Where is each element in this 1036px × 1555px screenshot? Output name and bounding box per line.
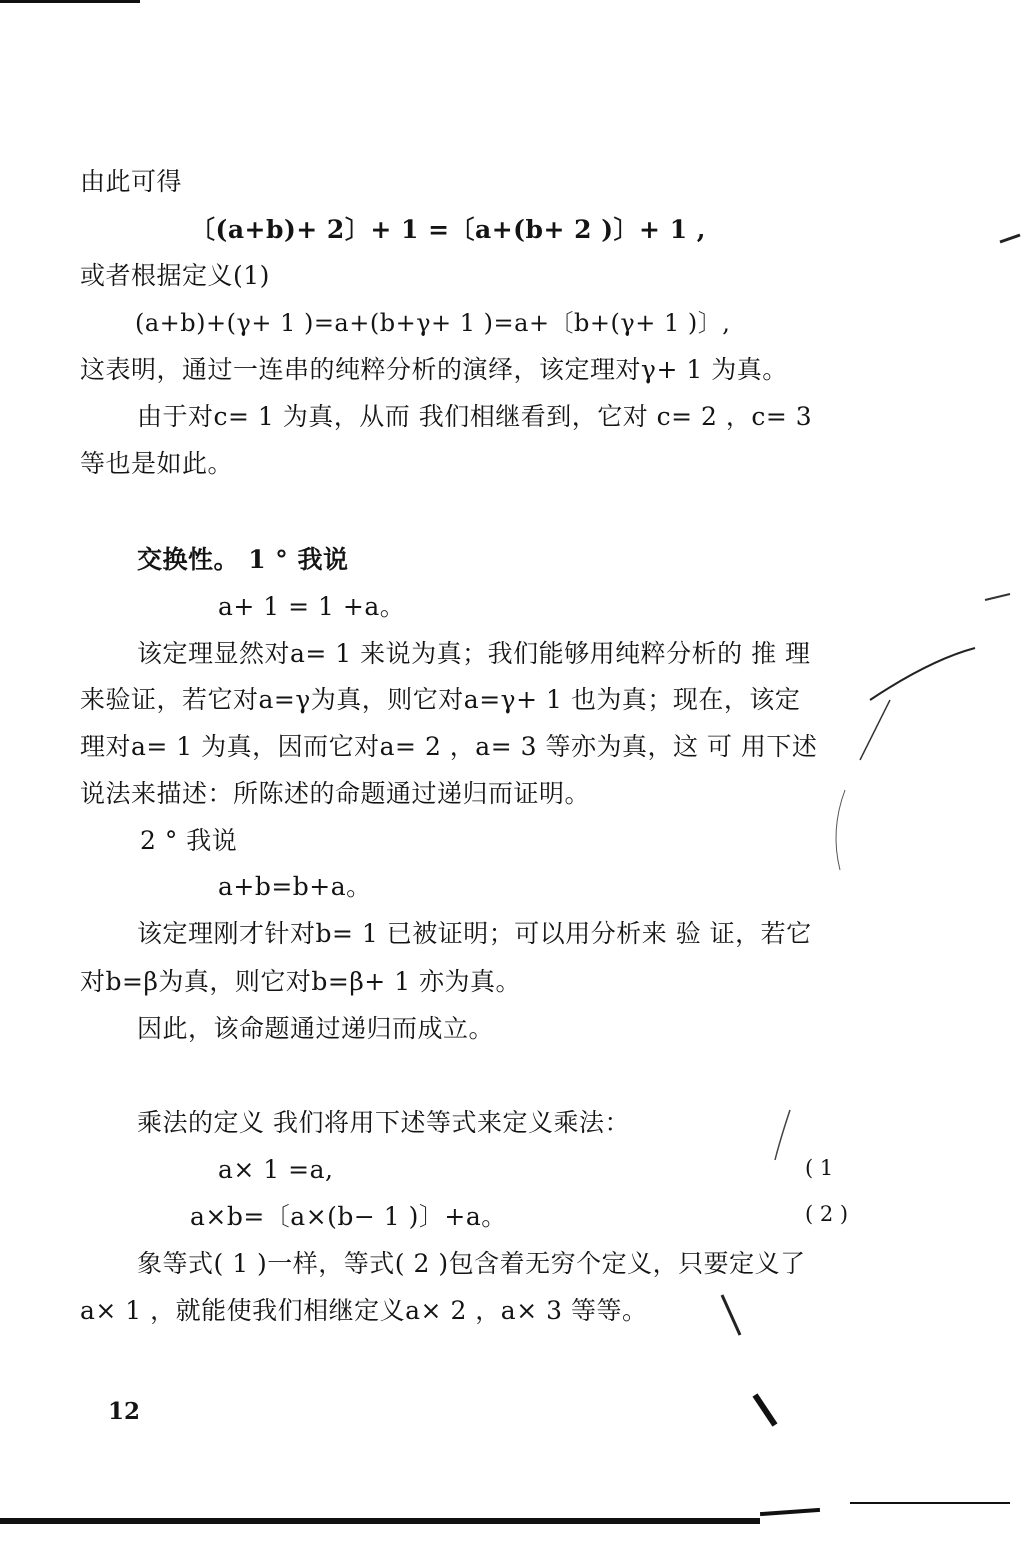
equation-number: ( 2 ) — [805, 1202, 849, 1226]
equation: a+b=b+a。 — [218, 872, 372, 901]
page-number: 12 — [108, 1398, 141, 1425]
text-line: 该定理显然对a= 1 来说为真；我们能够用纯粹分析的 推 理 — [137, 639, 811, 668]
equation: (a+b)+(γ+ 1 )=a+(b+γ+ 1 )=a+〔b+(γ+ 1 )〕, — [135, 309, 731, 337]
text-line: 对b=β为真，则它对b=β+ 1 亦为真。 — [80, 967, 522, 996]
text-line: 象等式( 1 )一样，等式( 2 )包含着无穷个定义，只要定义了 — [137, 1249, 806, 1278]
equation: 〔(a+b)+ 2〕+ 1 =〔a+(b+ 2 )〕+ 1 , — [190, 215, 707, 244]
text-line: 由此可得 — [80, 167, 183, 196]
section-heading: 交换性。 1 ° 我说 — [137, 545, 349, 574]
text-line: a× 1 ，就能使我们相继定义a× 2 ，a× 3 等等。 — [80, 1296, 648, 1325]
text-line: 2 ° 我说 — [140, 826, 238, 855]
equation: a+ 1 = 1 +a。 — [218, 592, 406, 621]
text-line: 这表明，通过一连串的纯粹分析的演绎，该定理对γ+ 1 为真。 — [80, 355, 788, 384]
text-line: 等也是如此。 — [80, 449, 234, 478]
section-heading: 乘法的定义 我们将用下述等式来定义乘法： — [137, 1108, 630, 1137]
text-line: 该定理刚才针对b= 1 已被证明；可以用分析来 验 证，若它 — [137, 919, 812, 948]
text-line: 来验证，若它对a=γ为真，则它对a=γ+ 1 也为真；现在，该定 — [80, 685, 801, 714]
equation: a× 1 =a, — [218, 1155, 334, 1184]
text-line: 理对a= 1 为真，因而它对a= 2 ，a= 3 等亦为真，这 可 用下述 — [80, 732, 818, 761]
text-line: 或者根据定义(1) — [80, 261, 270, 290]
text-line: 因此，该命题通过递归而成立。 — [137, 1014, 495, 1043]
text-line: 说法来描述：所陈述的命题通过递归而证明。 — [80, 779, 591, 808]
equation-number: ( 1 — [805, 1156, 834, 1180]
equation: a×b=〔a×(b− 1 )〕+a。 — [190, 1202, 507, 1231]
text-line: 由于对c= 1 为真，从而 我们相继看到，它对 c= 2 ，c= 3 — [137, 402, 813, 431]
